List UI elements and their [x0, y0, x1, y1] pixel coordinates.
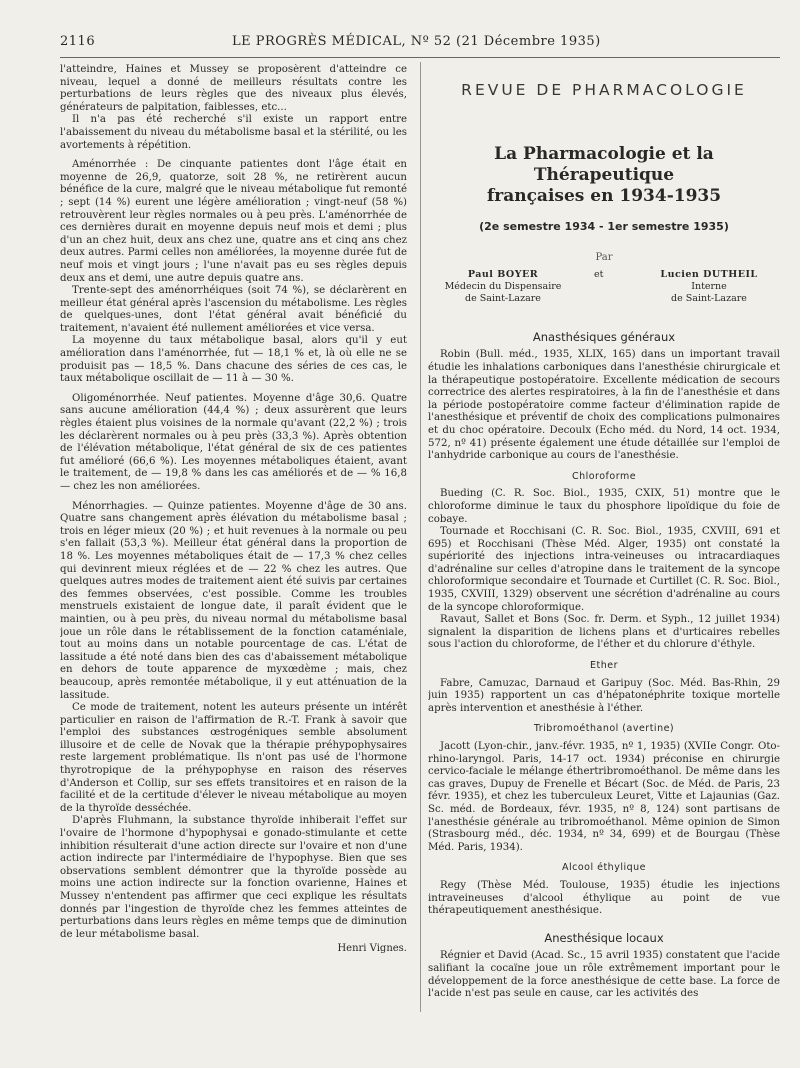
author-signature: Henri Vignes.	[337, 943, 407, 955]
paragraph: D'après Fluhmann, la substance thyroïde inhiberait l'effet sur l'ovaire de l'hormone d'hypophysai e gonado-stimulante et cette inhibition résulterait d'une action directe sur l'ovaire et non d'une action indirecte par l'intermédiaire de l'hypophyse. Bien que ses observations semblent démontrer que la thyroïde possède au moins une action indirecte sur la fonction ovarienne, Haines et Mussey n'entendent pas affirmer que ceci explique les résultats donnés par l'ingestion de thyroïde chez les femmes atteintes de perturbations dans leurs règles en même temps que de diminution de leur métabolisme basal.	[60, 815, 407, 940]
paragraph: Il n'a pas été recherché s'il existe un rapport entre l'abaissement du niveau du métabolisme basal et la stérilité, ou les avortements à répétition.	[60, 114, 407, 151]
section-heading: Anesthésique locaux	[544, 930, 664, 945]
header-rule	[60, 57, 780, 58]
article-title-line-1: La Pharmacologie et la Thérapeutique	[494, 143, 714, 185]
paragraph-oligomenorrhee: Oligoménorrhée. Neuf patientes. Moyenne d'âge 30,6. Quatre sans aucune amélioration (44,4 %) ; deux assurèrent que leurs règles étaient plus voisines de la normale qu'avant (22,2 %) ; trois les déclarèrent normales ou à peu près (33,3 %). Après obtention de l'élévation métabolique, l'état général de six de ces patientes fut amélioré (66,6 %). Les moyennes métaboliques étaient, avant le traitement, de — 19,8 % dans les cas améliorés et de — % 16,8 — chez les non améliorées.	[60, 392, 407, 492]
section-heading: Anasthésiques généraux	[532, 329, 676, 344]
paragraph-amenorrhee: Aménorrhée : De cinquante patientes dont l'âge était en moyenne de 26,9, quatorze, soit 28 %, ne retirèrent aucun bénéfice de la cure, malgré que le niveau métabolique fut remonté ; sept (14 %) eurent une légère amélioration ; vingt-neuf (58 %) retrouvèrent leur règles normales ou à peu près. L'aménorrhée de ces dernières durait en moyenne depuis neuf mois et demi ; plus d'un an chez huit, deux ans chez une, quatre ans et cinq ans chez deux autres. Parmi celles non améliorées, la moyenne durée fut de neuf mois et vingt jours ; l'une n'avait pas eu ses règles depuis deux ans et demi, une autre depuis quatre ans.	[60, 159, 407, 284]
author-1-role: Médecin du Dispensaire	[444, 280, 562, 292]
article-subtitle: (2e semestre 1934 - 1er semestre 1935)	[479, 219, 729, 233]
running-header	[60, 34, 770, 52]
subsection-heading: Chloroforme	[571, 470, 637, 482]
paragraph: l'atteindre, Haines et Mussey se proposèrent d'atteindre ce niveau, lequel a donné de meilleurs résultats contre les perturbations de leurs règles que des niveaux plus élevés, générateurs de palpitation, faiblesses, etc...	[60, 64, 407, 113]
authors-conjunction: et	[594, 268, 604, 280]
author-2-name: Lucien DUTHEIL	[660, 268, 758, 280]
section-banner: REVUE DE PHARMACOLOGIE	[461, 81, 747, 99]
paragraph-menorrhagies: Ménorrhagies. — Quinze patientes. Moyenne d'âge de 30 ans. Quatre sans changement après élévation du métabolisme basal ; trois en léger mieux (20 %) ; et huit revenues à la normale ou peu s'en fallait (53,3 %). Meilleur état général dans la proportion de 18 %. Les moyennes métaboliques était de — 17,3 % chez celles qui devinrent mieux réglées et de — 22 % chez les autres. Que quelques autres modes de traitement aient été suivis par certaines des femmes observées, c'est possible. Comme les troubles menstruels existaient de longue date, il paraît évident que le maintien, ou à peu près, du niveau normal du métabolisme basal joue un rôle dans le rétablissement de la fonction cataméniale, tout au moins dans un notable pourcentage de cas. L'état de lassitude a été noté dans bien des cas d'abaissement métabolique en dehors de toute apparence de myxœdème ; mais, chez beaucoup, après remontée métabolique, il y eut atténuation de la lassitude.	[60, 500, 407, 701]
article-title-line-2: françaises en 1934-1935	[486, 185, 722, 206]
paragraph: Régnier et David (Acad. Sc., 15 avril 1935) constatent que l'acide salifiant la cocaïne joue un rôle extrêmement important pour le développement de la force anesthésique de cette base. La force de l'acide n'est pas seule en cause, car les activités des	[428, 950, 780, 1000]
paragraph: Jacott (Lyon-chir., janv.-févr. 1935, nº 1, 1935) (XVIIe Congr. Oto-rhino-laryngol. Paris, 14-17 oct. 1934) préconise en chirurgie cervico-faciale le mélange éthertribromoéthanol. De même dans les cas graves, Dupuy de Frenelle et Bécart (Soc. de Méd. de Paris, 23 févr. 1935), et chez les tuberculeux Leuret, Vitte et Lajaunias (Gaz. Sc. méd. de Bordeaux, févr. 1935, nº 8, 124) sont partisans de l'anesthésie générale au tribromoéthanol. Même opinion de Simon (Strasbourg méd., déc. 1934, nº 34, 699) et de Bourgau (Thèse Méd. Paris, 1934).	[428, 741, 780, 853]
subsection-heading: Ether	[590, 660, 618, 672]
right-column	[428, 64, 780, 1059]
author-1-place: de Saint-Lazare	[465, 292, 541, 304]
left-column	[60, 64, 407, 1014]
column-divider	[420, 62, 421, 1012]
paragraph: Robin (Bull. méd., 1935, XLIX, 165) dans un important travail étudie les inhalations carboniques dans l'anesthésie chirurgicale et la thérapeutique postopératoire. Excellente médication de secours correctrice des alertes respiratoires, à la fin de l'anesthésie et dans la période postopératoire comme facteur d'élimination rapide de l'anesthésique et préventif de choix des complications pulmonaires et du choc opératoire. Decoulx (Echo méd. du Nord, 14 oct. 1934, 572, nº 41) présente également une étude détaillée sur l'emploi de l'anhydride carbonique au cours de l'anesthésie.	[428, 349, 780, 462]
author-2	[634, 269, 780, 305]
paragraph: Ce mode de traitement, notent les auteurs présente un intérêt particulier en raison de l'affirmation de R.-T. Frank à savoir que l'emploi des substances œstrogéniques semble absolument illusoire et de celle de Novak que la thérapie préhypophysaires reste largement problématique. Ils n'ont pas usé de l'hormone thyrotropique de la préhypophyse en raison des réserves d'Anderson et Collip, sur ses effets transitoires et en raison de la facilité et de la certitude d'élever le niveau métabolique au moyen de la thyroïde desséchée.	[60, 702, 407, 814]
journal-title: LE PROGRÈS MÉDICAL, Nº 52 (21 Décembre 1935)	[232, 34, 601, 49]
paragraph: Tournade et Rocchisani (C. R. Soc. Biol., 1935, CXVIII, 691 et 695) et Rocchisani (Thèse Méd. Alger, 1935) ont constaté la supériorité des injections intra-veineuses ou intracardiaques d'adrénaline sur celles d'atropine dans le traitement de la syncope chloroformique secondaire et Tournade et Curtillet (C. R. Soc. Biol., 1935, CXVIII, 1329) observent une sécrétion d'adrénaline au cours de la syncope chloroformique.	[428, 526, 780, 613]
paragraph: La moyenne du taux métabolique basal, alors qu'il y eut amélioration dans l'aménorrhée, fut — 18,1 % et, là où elle ne se produisit pas — 18,5 %. Dans chacune des séries de ces cas, le taux métabolique oscillait de — 11 à — 30 %.	[60, 335, 407, 385]
paragraph: Bueding (C. R. Soc. Biol., 1935, CXIX, 51) montre que le chloroforme diminue le taux du phosphore lipoïdique du foie de cobaye.	[428, 488, 780, 525]
authors-block	[428, 269, 780, 309]
author-2-place: de Saint-Lazare	[671, 292, 747, 304]
paragraph: Trente-sept des aménorrhéiques (soit 74 %), se déclarèrent en meilleur état général après l'ascension du métabolisme. Les règles de quelques-unes, dont l'état général avait bénéficié du traitement, n'avaient été nullement améliorées et vice versa.	[60, 285, 407, 334]
author-2-role: Interne	[691, 280, 727, 292]
page-number: 2116	[60, 34, 96, 49]
subsection-heading: Tribromoéthanol (avertine)	[533, 723, 675, 735]
author-1	[428, 269, 578, 305]
subsection-heading: Alcool éthylique	[561, 862, 647, 874]
article-title	[428, 144, 780, 207]
by-line: Par	[595, 252, 613, 264]
paragraph: Regy (Thèse Méd. Toulouse, 1935) étudie les injections intraveineuses d'alcool éthylique au point de vue thérapeutiquement anesthésique.	[428, 879, 780, 917]
paragraph: Ravaut, Sallet et Bons (Soc. fr. Derm. et Syph., 12 juillet 1934) signalent la disparition de lichens plans et d'urticaires rebelles sous l'action du chloroforme, de l'éther et du chlorure d'éthyle.	[428, 614, 780, 651]
paragraph: Fabre, Camuzac, Darnaud et Garipuy (Soc. Méd. Bas-Rhin, 29 juin 1935) rapportent un cas d'hépatonéphrite toxique mortelle après intervention et anesthésie à l'éther.	[428, 677, 780, 714]
author-1-name: Paul BOYER	[467, 268, 539, 280]
